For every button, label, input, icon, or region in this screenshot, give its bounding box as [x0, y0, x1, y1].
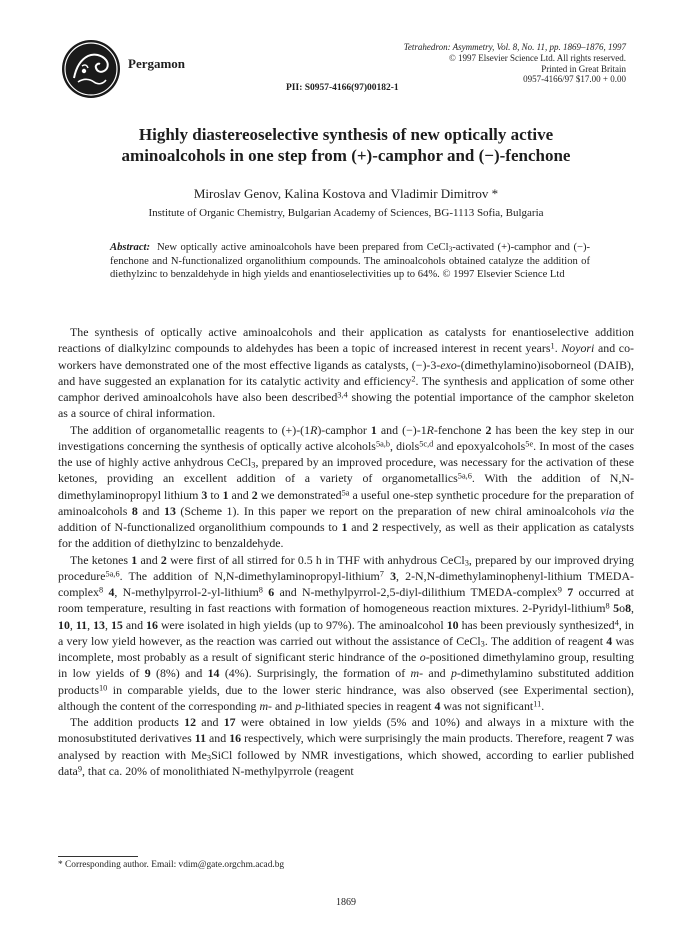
authors: Miroslav Genov, Kalina Kostova and Vladimir Dimitrov *: [193, 186, 499, 201]
journal-citation: Tetrahedron: Asymmetry, Vol. 8, No. 11, pp. 1869–1876, 1997: [403, 42, 626, 52]
publisher-name: Pergamon: [128, 56, 186, 71]
journal-copyright: © 1997 Elsevier Science Ltd. All rights reserved.: [448, 52, 626, 63]
abstract-label: Abstract:: [110, 242, 151, 253]
body-text: [58, 324, 634, 779]
paragraph: The ketones 1 and 2 were first of all stirred for 0.5 h in THF with anhydrous CeCl$_3$, prepared by our improved drying procedure$^{5a,6}$. The addition of N,N-dimethylaminopropyl-lithium$^7$ 3, 2-N,N-dimethylaminophenyl-lithium TMEDA-complex$^8$ 4, N-methylpyrrol-2-yl-lithium$^8$ 6 and N-methylpyrrol-2,5-diyl-dilithium TMEDA-complex$^9$ 7 occurred at room temperature, resulting in fast reactions with formation of homogeneous reaction mixtures. 2-Pyridyl-lithium$^8$ 5o8, 10, 11, 13, 15 and 16 were isolated in high yields (up to 97%). The aminoalcohol 10 has been previously synthesized$^4$, in a very low yield however, as the reaction was carried out without the assistance of CeCl$_3$. The addition of reagent 4 was incomplete, most probably as a result of significant steric hindrance of the o-positioned dimethylamino group, resulting in low yields of 9 (8%) and 14 (4%). Surprisingly, the formation of m- and p-dimethylamino substituted addition products$^{10}$ in comparable yields, due to the lower steric hindrance, was also observed (see Experimental section), although the content of the corresponding m- and p-lithiated species in reagent 4 was not significant$^{11}$.: [58, 552, 635, 713]
paragraph: The addition of organometallic reagents to (+)-(1R)-camphor 1 and (−)-1R-fenchone 2 has been the key step in our investigations concerning the synthesis of optically active alcohols$^{5a,b}$, diols$^{5c,d}$ and epoxyalcohols$^{5e}$. In most of the cases the use of highly active anhydrous CeCl$_3$, prepared by an improved procedure, was necessary for the activation of these ketones, providing an excellent addition of a variety of organometallics$^{5a,6}$. With the addition of N,N-dimethylaminopropyl lithium 3 to 1 and 2 we demonstrated$^{5a}$ a useful one-step synthetic procedure for the preparation of aminoalcohols 8 and 13 (Scheme 1). In this paper we report on the preparation of new chiral aminoalcohols via the addition of N-functionalized organolithium compounds to 1 and 2 respectively, as well as their application as catalysts for the addition of diethylzinc to benzaldehyde.: [58, 422, 634, 551]
pii-code: PII: S0957-4166(97)00182-1: [286, 83, 399, 93]
paragraph: The synthesis of optically active aminoalcohols and their application as catalysts for enantioselective addition reactions of dialkylzinc compounds to aldehydes has been a topic of increased interest in recent years$^1$. Noyori and co-workers have demonstrated one of the most effective ligands as catalysts, (−)-3-exo-(dimethylamino)isoborneol (DAIB), and have suggested an explanation for its catalytic activity and efficiency$^2$. The synthesis and application of some other camphor derived aminoalcohols have also been described$^{3,4}$ showing the potential importance of the camphor skeleton as a source of chiral information.: [58, 325, 634, 421]
journal-info: [326, 42, 626, 85]
paper-title: [40, 124, 652, 166]
journal-printed: Printed in Great Britain: [541, 63, 626, 74]
title-line: Highly diastereoselective synthesis of new optically active: [138, 125, 554, 144]
pergamon-logo: [60, 38, 122, 100]
journal-issn-price: 0957-4166/97 $17.00 + 0.00: [523, 74, 626, 85]
abstract: Abstract: New optically active aminoalcohols have been prepared from CeCl$_3$-activated (+)-camphor and (−)-fenchone and N-functionalized organolithium compounds. The aminoalcohols obtained catalyze the addition of diethylzinc to benzaldehyde in high yields and enantioselectivities up to 64%. © 1997 Elsevier Science Ltd: [110, 242, 591, 281]
title-line: aminoalcohols in one step from (+)-camphor and (−)-fenchone: [121, 146, 571, 165]
footnote-rule: [58, 856, 138, 857]
page-number: 1869: [336, 897, 356, 908]
affiliation: Institute of Organic Chemistry, Bulgarian Academy of Sciences, BG-1113 Sofia, Bulgaria: [148, 207, 544, 219]
footnote: * Corresponding author. Email: vdim@gate.orgchm.acad.bg: [58, 860, 285, 870]
paragraph: The addition products 12 and 17 were obtained in low yields (5% and 10%) and always in a mixture with the monosubstituted derivatives 11 and 16 respectively, which were surprisingly the main products. Therefore, reagent 7 was analysed by reaction with $Me_3SiCl$ followed by NMR investigations, which showed, according to earlier published data$^9$, that ca. 20% of monolithiated N-methylpyrrole (reagent: [58, 715, 634, 778]
